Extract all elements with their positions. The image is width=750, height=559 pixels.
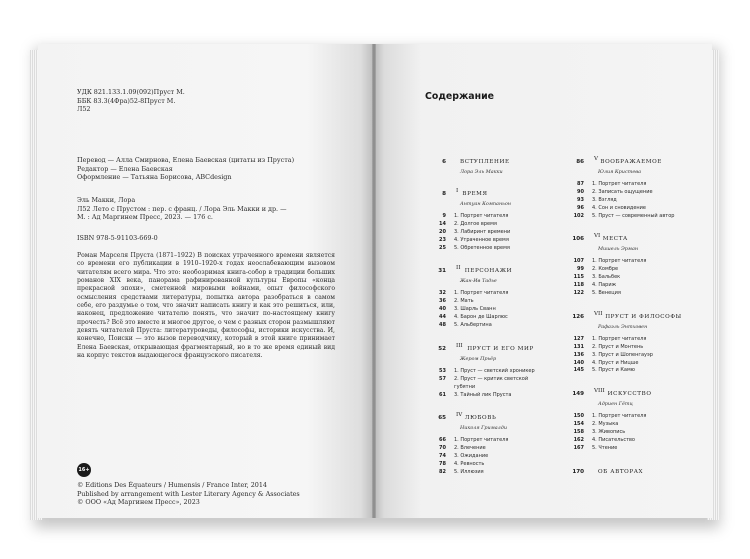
toc-section-heading xyxy=(562,466,702,479)
toc-item-page: 48 xyxy=(439,322,446,329)
toc-item xyxy=(562,344,702,352)
toc-item-label: 2. Музыка xyxy=(592,421,619,428)
toc-item-label: 4. Сон и сновидение xyxy=(592,204,647,211)
bbk-code: ББК 83.3(4Фра)52-8Пруст М. xyxy=(77,96,176,105)
toc-section xyxy=(424,265,564,329)
annotation-text: Роман Марселя Пруста (1871–1922) В поисках утраченного времени является со времени его публикации в 1910–1920-х годах неослабевающим вызовом читателям всего мира. Что это: необозримая книга-собор в традиции больших романов XIX века, панорама рафинированной культуры Европы «конца прекрасной эпохи», сметенной мировыми войнами, опыт философского осмысления средствами литературы, попытка автора разобраться в самом себе, его раздумье о том, что значит написать книгу и как это решиться, или, наконец, предложение читателю понять, что значит по-настоящему книгу прочесть? Всё это вместе и многое другое, о чем с разных сторон размышляют девять читателей Пруста: литературоведы, философы, историки искусства. И, конечно, Поиски — это вызов переводчику, который в этой книге принимает Елена Баевская, открывающая фрагментарный, но в то же время единый вид на корпус текстов выдающегося французского писателя. xyxy=(77,252,335,360)
toc-item-list xyxy=(424,437,564,476)
toc-item xyxy=(424,314,564,322)
toc-item xyxy=(562,290,702,298)
toc-item-label: 5. Альбертина xyxy=(454,322,492,329)
toc-section-heading xyxy=(424,343,564,356)
toc-item-label: 3. Тайный лик Пруста xyxy=(454,391,512,398)
toc-section-title: ПРУСТ И ЕГО МИР xyxy=(467,345,534,352)
toc-item xyxy=(562,213,702,221)
toc-item-label: 4. Ревность xyxy=(454,461,485,468)
book-annotation xyxy=(77,252,335,360)
toc-item xyxy=(424,392,564,400)
toc-section-page: 6 xyxy=(442,159,446,165)
toc-item-page: 107 xyxy=(573,258,584,265)
toc-item-page: 74 xyxy=(439,453,446,460)
toc-item xyxy=(424,376,564,384)
toc-item-page: 93 xyxy=(577,196,584,203)
toc-item-page: 127 xyxy=(573,335,584,342)
toc-section xyxy=(424,156,564,176)
toc-item-label: 2. Мать xyxy=(454,298,474,305)
toc-item-label: губятни xyxy=(454,383,476,390)
toc-item xyxy=(562,445,702,453)
toc-section xyxy=(424,412,564,476)
toc-item xyxy=(424,437,564,445)
toc-item xyxy=(424,245,564,253)
toc-section-author: Рафаэль Энтховен xyxy=(598,323,648,330)
toc-item xyxy=(562,360,702,368)
toc-section-heading xyxy=(424,412,564,425)
toc-section-heading xyxy=(424,156,564,169)
credit-design: Оформление — Татьяна Борисова, ABCdesign xyxy=(77,173,232,182)
author-sign-code: Л52 xyxy=(77,105,91,114)
toc-section-heading xyxy=(562,311,702,324)
toc-item xyxy=(562,352,702,360)
toc-item-list xyxy=(424,213,564,252)
toc-item xyxy=(562,282,702,290)
toc-item xyxy=(562,367,702,375)
toc-item xyxy=(424,298,564,306)
toc-item xyxy=(562,258,702,266)
toc-item xyxy=(424,213,564,221)
toc-section-title: МЕСТА xyxy=(602,236,628,243)
toc-item-page: 150 xyxy=(573,413,584,420)
biblio-author: Эль Макки, Лора xyxy=(77,196,136,204)
toc-item-page: 23 xyxy=(439,236,446,243)
toc-item-label: 4. Пруст и Ницше xyxy=(592,359,639,366)
credit-editor: Редактор — Елена Баевская xyxy=(77,164,173,173)
toc-section-page: 149 xyxy=(572,391,584,398)
toc-item xyxy=(562,336,702,344)
toc-item xyxy=(562,413,702,421)
toc-item xyxy=(424,237,564,245)
toc-item-page: 136 xyxy=(573,351,584,358)
toc-item-label: 1. Портрет читателя xyxy=(592,335,647,342)
toc-item xyxy=(562,181,702,189)
toc-section-title: ПЕРСОНАЖИ xyxy=(464,268,513,275)
toc-item xyxy=(424,445,564,453)
toc-item-page: 158 xyxy=(573,429,584,436)
toc-item-page: 118 xyxy=(573,282,584,289)
toc-section xyxy=(424,188,564,252)
toc-item-label: 1. Пруст — светский хроникер xyxy=(454,367,535,374)
toc-section-page: 126 xyxy=(572,313,584,320)
toc-item xyxy=(424,322,564,330)
toc-item-label: 2. Комбре xyxy=(592,266,619,273)
toc-section-heading xyxy=(562,233,702,246)
toc-item-page: 154 xyxy=(573,421,584,428)
toc-item-list xyxy=(562,181,702,220)
credit-translation: Перевод — Алла Смирнова, Елена Баевская (цитаты из Пруста) xyxy=(77,156,295,164)
toc-item-list xyxy=(424,290,564,329)
toc-section-page: 106 xyxy=(572,236,584,243)
toc-item xyxy=(562,429,702,437)
toc-item-page: 131 xyxy=(573,343,584,350)
toc-item-label: 4. Париж xyxy=(592,282,617,289)
toc-section-heading xyxy=(424,265,564,278)
toc-item-label: 5. Иллюзия xyxy=(454,469,484,476)
toc-section-title: ВСТУПЛЕНИЕ xyxy=(460,159,510,165)
isbn: ISBN 978-5-91103-669-0 xyxy=(77,234,158,242)
biblio-title: Л52 Лето с Прустом : пер. с франц. / Лора Эль Макки и др. — xyxy=(77,204,287,213)
toc-item-page: 115 xyxy=(573,274,584,281)
toc-item-page: 9 xyxy=(442,213,446,219)
toc-item-page: 78 xyxy=(439,461,446,468)
toc-item-label: 5. Чтение xyxy=(592,444,618,451)
toc-item xyxy=(562,421,702,429)
toc-item-page: 162 xyxy=(573,437,584,444)
toc-title: Содержание xyxy=(425,91,495,102)
toc-section xyxy=(562,156,702,220)
toc-section-title: ЛЮБОВЬ xyxy=(464,415,497,422)
toc-item-list xyxy=(562,336,702,375)
udc-code: УДК 821.133.1.09(092)Пруст М. xyxy=(77,88,185,96)
toc-section-author: Жером Прьёр xyxy=(460,355,497,362)
toc-item-label: 4. Барон де Шарлюс xyxy=(454,314,508,321)
toc-item-page: 40 xyxy=(439,306,446,313)
toc-section-page: 8 xyxy=(442,191,446,197)
toc-section-numeral: V xyxy=(594,156,599,162)
toc-item-label: 3. Ожидание xyxy=(454,453,489,460)
toc-item xyxy=(562,274,702,282)
toc-section-author: Жан-Ив Тадье xyxy=(460,278,497,285)
toc-section-title: ПРУСТ И ФИЛОСОФЫ xyxy=(605,313,682,320)
toc-item-label: 1. Портрет читателя xyxy=(454,437,509,444)
toc-section-author: Адриен Гётц xyxy=(598,401,633,408)
toc-section-page: 170 xyxy=(572,468,584,475)
book-spine-gutter xyxy=(372,44,376,518)
toc-item-page: 96 xyxy=(577,204,584,211)
toc-item-page: 53 xyxy=(439,367,446,374)
toc-item-label: 1. Портрет читателя xyxy=(592,258,647,265)
toc-column-right xyxy=(562,156,702,479)
toc-item-page: 44 xyxy=(439,314,446,321)
toc-item xyxy=(562,189,702,197)
toc-section-author: Юлия Кристева xyxy=(598,169,641,175)
toc-item-page: 66 xyxy=(439,437,446,444)
toc-item-label: 4. Утраченное время xyxy=(454,236,509,243)
copyright-line-3: © ООО «Ад Маргинем Пресс», 2023 xyxy=(77,498,200,507)
toc-item-page: 61 xyxy=(439,391,446,398)
toc-section xyxy=(562,233,702,297)
toc-item xyxy=(424,368,564,376)
toc-item-label: 3. Лабиринт времени xyxy=(454,228,511,235)
toc-section xyxy=(562,466,702,479)
toc-section-heading xyxy=(562,156,702,169)
toc-item-page: 57 xyxy=(439,375,446,382)
toc-item-page: 36 xyxy=(439,298,446,305)
toc-item-list xyxy=(562,413,702,452)
toc-item-page: 70 xyxy=(439,445,446,452)
toc-item-label: 4. Писательство xyxy=(592,437,635,444)
toc-section-title: ВООБРАЖАЕМОЕ xyxy=(600,159,662,165)
toc-item-label: 1. Портрет читателя xyxy=(592,181,647,187)
toc-item-page: 87 xyxy=(577,181,584,187)
toc-item xyxy=(424,461,564,469)
toc-item-label: 3. Взгляд xyxy=(592,196,617,203)
toc-item xyxy=(562,437,702,445)
toc-section-heading xyxy=(424,188,564,201)
toc-item-label: 1. Портрет читателя xyxy=(454,213,509,219)
toc-section-author: Мишель Эрман xyxy=(598,246,639,253)
toc-item-page: 145 xyxy=(573,367,584,374)
toc-item-label: 2. Записать ощущение xyxy=(592,188,653,195)
toc-item-page: 20 xyxy=(439,228,446,235)
toc-section xyxy=(562,388,702,452)
toc-item-label: 5. Обретенное время xyxy=(454,244,510,251)
toc-column-left xyxy=(424,156,564,477)
toc-item-page: 25 xyxy=(439,244,446,251)
toc-item-page: 82 xyxy=(439,469,446,476)
toc-item-label: 3. Шарль Сванн xyxy=(454,306,496,313)
toc-item-label: 2. Пруст — критик светской xyxy=(454,375,529,382)
biblio-publisher: М. : Ад Маргинем Пресс, 2023. — 176 с. xyxy=(77,213,213,222)
toc-section-page: 52 xyxy=(438,345,446,352)
toc-item-label: 5. Пруст — современный автор xyxy=(592,212,675,219)
toc-item-label: 3. Бальбек xyxy=(592,274,621,281)
toc-item xyxy=(424,290,564,298)
toc-section-author: Антуан Компаньон xyxy=(460,201,511,207)
toc-section-author: Лора Эль Макки xyxy=(460,169,503,175)
toc-section xyxy=(424,343,564,400)
toc-item-page: 32 xyxy=(439,290,446,297)
toc-section-title: ОБ АВТОРАХ xyxy=(598,468,644,475)
toc-item-label: 2. Влечение xyxy=(454,445,486,452)
toc-item xyxy=(562,266,702,274)
toc-item-list xyxy=(562,258,702,297)
toc-item xyxy=(424,469,564,477)
toc-item-label: 2. Пруст и Монтень xyxy=(592,343,644,350)
toc-section xyxy=(562,311,702,375)
toc-item-page: 90 xyxy=(577,188,584,195)
toc-item-page: 102 xyxy=(573,212,584,219)
toc-item xyxy=(424,221,564,229)
copyright-line-2: Published by arrangement with Lester Literary Agency & Associates xyxy=(77,489,300,498)
toc-item-page: 99 xyxy=(577,266,584,273)
copyright-line-1: © Editions Des Équateurs / Humensis / France Inter, 2014 xyxy=(77,481,267,489)
toc-item-page: 140 xyxy=(573,359,584,366)
toc-section-numeral: III xyxy=(456,342,463,349)
toc-item-page: 167 xyxy=(573,444,584,451)
toc-section-title: ВРЕМЯ xyxy=(462,191,488,197)
toc-section-heading xyxy=(562,388,702,401)
toc-section-numeral: VI xyxy=(594,233,601,240)
toc-section-numeral: II xyxy=(456,265,461,272)
toc-section-page: 65 xyxy=(438,415,446,422)
toc-item-label: 1. Портрет читателя xyxy=(454,290,509,297)
toc-section-numeral: I xyxy=(456,188,459,194)
toc-item-label: 5. Пруст и Камю xyxy=(592,367,635,374)
toc-item xyxy=(424,306,564,314)
toc-item xyxy=(562,197,702,205)
toc-section-title: ИСКУССТВО xyxy=(607,391,652,398)
toc-item-label: 3. Пруст и Шопенгауэр xyxy=(592,351,653,358)
toc-item-label: 2. Долгое время xyxy=(454,220,497,227)
toc-item xyxy=(424,384,564,392)
toc-item-label: 1. Портрет читателя xyxy=(592,413,647,420)
toc-item xyxy=(424,453,564,461)
toc-section-page: 86 xyxy=(576,159,584,165)
toc-item-label: 3. Живопись xyxy=(592,429,626,436)
toc-section-numeral: IV xyxy=(456,412,463,419)
age-rating-badge: 16+ xyxy=(77,463,91,477)
toc-item xyxy=(562,205,702,213)
toc-section-numeral: VIII xyxy=(594,388,605,395)
toc-item-page: 122 xyxy=(573,290,584,297)
toc-item-list xyxy=(424,368,564,400)
toc-item xyxy=(424,229,564,237)
toc-item-label: 5. Венеция xyxy=(592,290,621,297)
toc-item-page: 14 xyxy=(439,220,446,227)
toc-section-author: Николя Грималди xyxy=(460,425,508,432)
toc-section-numeral: VII xyxy=(594,310,603,317)
toc-section-page: 31 xyxy=(438,268,446,275)
